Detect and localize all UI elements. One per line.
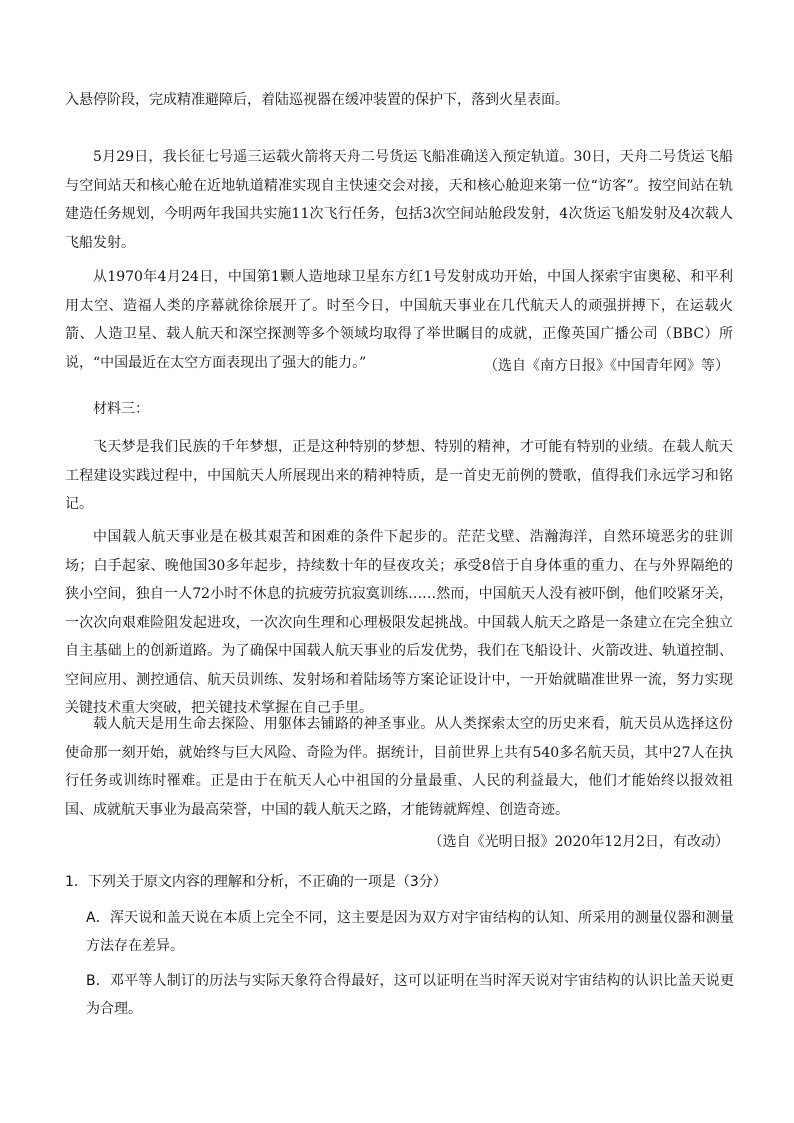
paragraph-hardship: 中国载人航天事业是在极其艰苦和困难的条件下起步的。茫茫戈壁、浩瀚海洋，自然环境恶劣的驻训场；白手起家、晚他国30多年起步，持续数十年的昼夜攻关；承受8倍于自身体重的重力、在与外界隔绝的狭小空间，独自一人72小时不休息的抗疲劳抗寂寞训练……然而，中国航天人没有被吓倒，他们咬紧牙关，一次次向艰难险阻发起进攻，一次次向生理和心理极限发起挑战。中国载人航天之路是一条建立在完全独立自主基础上的创新道路。为了确保中国载人航天事业的后发优势，我们在飞船设计、火箭改进、轨道控制、空间应用、测控通信、航天员训练、发射场和着陆场等方案论证设计中，一开始就瞄准世界一流，努力实现关键技术重大突破，把关键技术掌握在自己手里。	[65, 529, 733, 716]
option-b: B．邓平等人制订的历法与实际天象符合得最好，这可以证明在当时浑天说对宇宙结构的认识比盖天说更为合理。	[86, 973, 734, 1017]
source-citation-material2: （选自《南方日报》《中国青年网》等）	[484, 358, 729, 374]
paragraph-flying-dream: 飞天梦是我们民族的千年梦想，正是这种特别的梦想、特别的精神，才可能有特别的业绩。在载人航天工程建设实践过程中，中国航天人所展现出来的精神特质，是一首史无前例的赞歌，值得我们永远学习和铭记。	[65, 439, 733, 512]
paragraph-tianzhou: 5月29日，我长征七号遥三运载火箭将天舟二号货运飞船准确送入预定轨道。30日，天舟二号货运飞船与空间站天和核心舱在近地轨道精准实现自主快速交会对接，天和核心舱迎来第一位“访客”。按空间站在轨建造任务规划，今明两年我国共实施11次飞行任务，包括3次空间站舱段发射，4次货运飞船发射及4次载人飞船发射。	[65, 149, 733, 251]
option-a: A．浑天说和盖天说在本质上完全不同，这主要是因为双方对宇宙结构的认知、所采用的测量仪器和测量方法存在差异。	[86, 910, 734, 954]
source-citation-material3: （选自《光明日报》2020年12月2日，有改动）	[428, 834, 729, 850]
paragraph-space-history: 从1970年4月24日，中国第1颗人造地球卫星东方红1号发射成功开始，中国人探索宇宙奥秘、和平利用太空、造福人类的序幕就徐徐展开了。时至今日，中国航天事业在几代航天人的顽强拼搏下，在运载火箭、人造卫星、载人航天和深空探测等多个领域均取得了举世瞩目的成就，正像英国广播公司（BBC）所说，“中国最近在太空方面表现出了强大的能力。”	[65, 269, 733, 371]
question-stem: 1．下列关于原文内容的理解和分析，不正确的一项是（3分）	[65, 874, 447, 890]
material-three-heading: 材料三：	[93, 401, 149, 417]
paragraph-continued: 入悬停阶段，完成精准避障后，着陆巡视器在缓冲装置的保护下，落到火星表面。	[65, 92, 569, 108]
paragraph-sacred-cause: 载人航天是用生命去探险、用躯体去铺路的神圣事业。从人类探索太空的历史来看，航天员从选择这份使命那一刻开始，就始终与巨大风险、奇险为伴。据统计，目前世界上共有540多名航天员，其中27人在执行任务或训练时罹难。正是由于在航天人心中祖国的分量最重、人民的利益最大，他们才能始终以报效祖国、成就航天事业为最高荣誉，中国的载人航天之路，才能铸就辉煌、创造奇迹。	[65, 716, 733, 818]
